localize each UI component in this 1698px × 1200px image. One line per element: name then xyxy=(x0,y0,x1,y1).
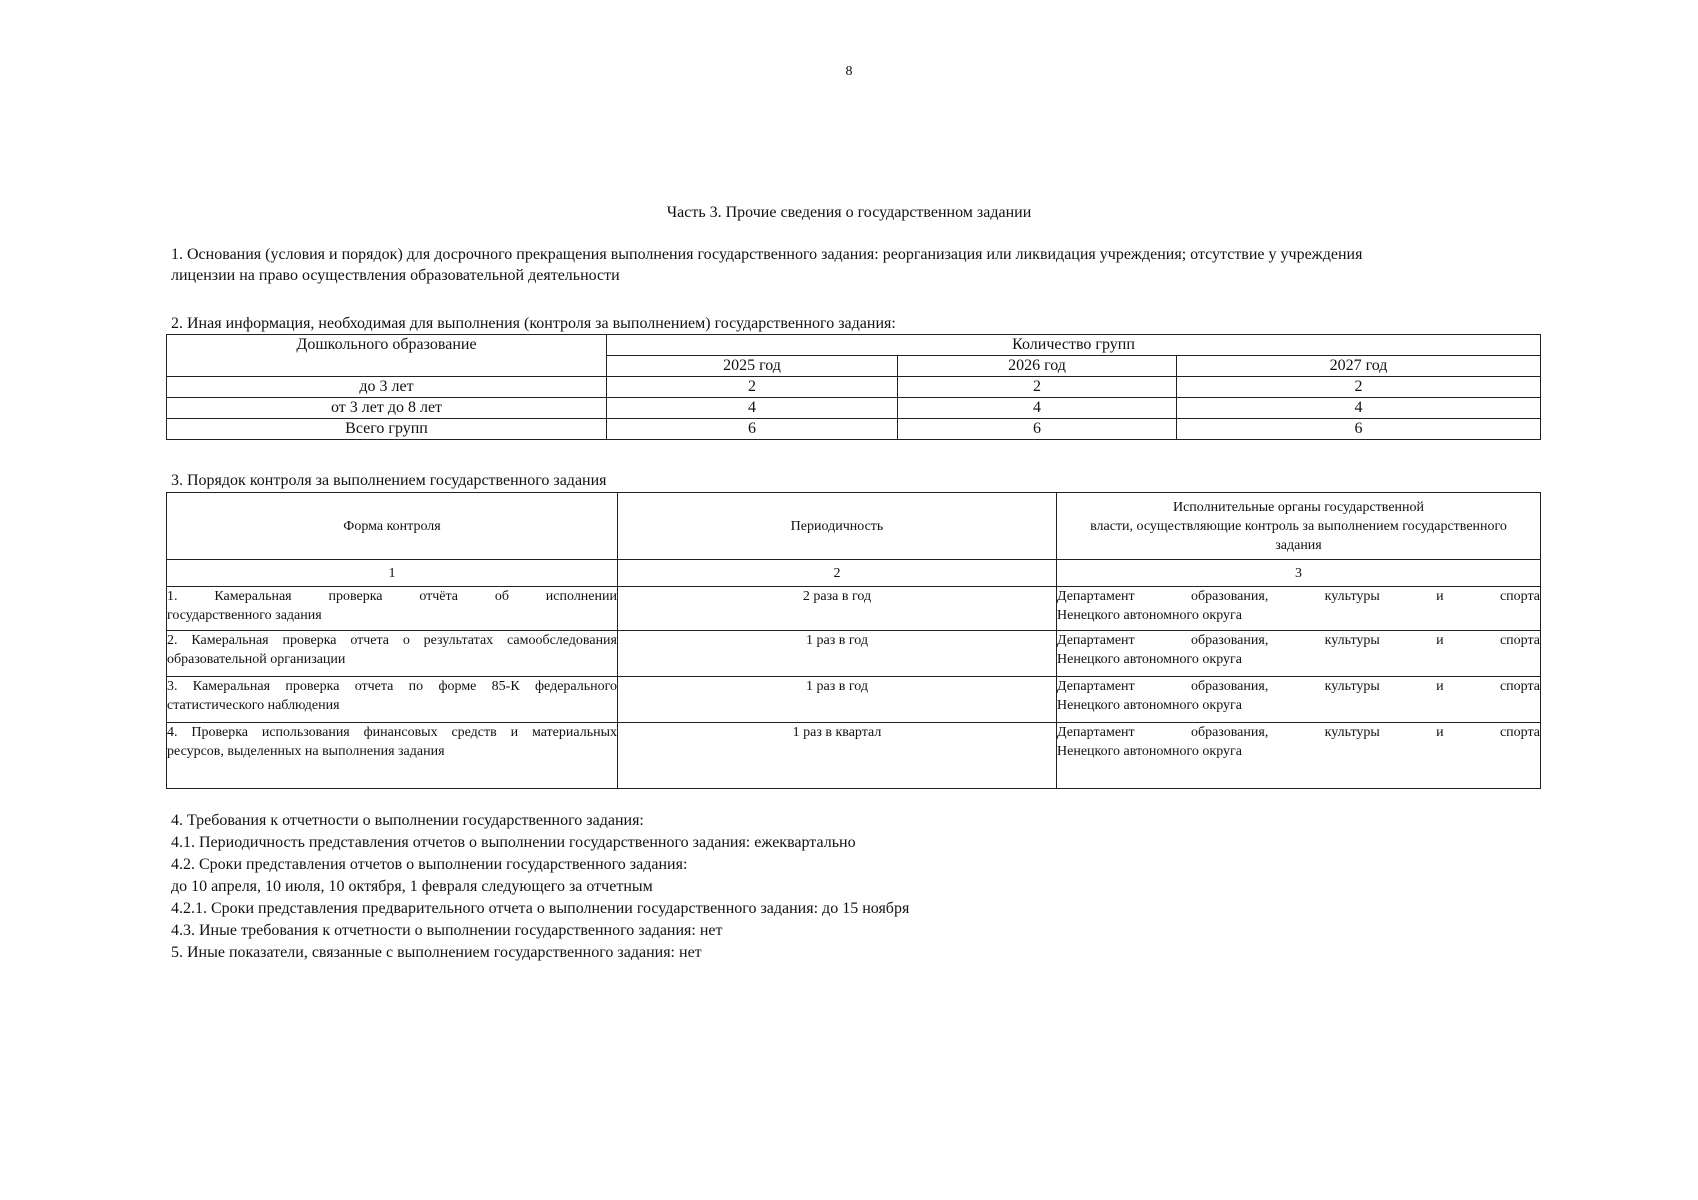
table-row xyxy=(167,587,1541,631)
control-form-cell xyxy=(167,723,618,789)
section-1-line-2: лицензии на право осуществления образовательной деятельности xyxy=(171,267,620,284)
control-form-line: 1. Камеральная проверка отчёта об исполнении xyxy=(167,589,617,604)
cell-value: 6 xyxy=(607,419,898,440)
row-label: Всего групп xyxy=(167,419,607,440)
control-form-cell xyxy=(167,677,618,723)
organ-line: Департамент образования, культуры и спорта xyxy=(1057,589,1540,604)
groups-table xyxy=(166,334,1541,440)
table-row xyxy=(167,398,1541,419)
year-header: 2025 год xyxy=(607,356,898,377)
control-form-line: 2. Камеральная проверка отчета о результатах самообследования xyxy=(167,633,617,648)
periodicity-cell: 2 раза в год xyxy=(618,587,1057,631)
form-header: Форма контроля xyxy=(167,493,618,560)
column-number: 2 xyxy=(618,560,1057,587)
column-numbers-row xyxy=(167,560,1541,587)
control-header-row xyxy=(167,493,1541,560)
requirement-line: 4. Требования к отчетности о выполнении государственного задания: xyxy=(171,812,644,829)
requirement-line: 5. Иные показатели, связанные с выполнением государственного задания: нет xyxy=(171,944,702,961)
periodicity-cell: 1 раз в квартал xyxy=(618,723,1057,789)
row-label: до 3 лет xyxy=(167,377,607,398)
control-form-cell xyxy=(167,587,618,631)
groups-header-row xyxy=(167,335,1541,356)
period-header: Периодичность xyxy=(618,493,1057,560)
organ-line: Департамент образования, культуры и спорта xyxy=(1057,679,1540,694)
organ-cell xyxy=(1057,631,1541,677)
organ-line: Ненецкого автономного округа xyxy=(1057,698,1242,713)
cell-value: 4 xyxy=(607,398,898,419)
control-form-line: образовательной организации xyxy=(167,652,346,667)
year-header: 2026 год xyxy=(898,356,1177,377)
control-form-line: статистического наблюдения xyxy=(167,698,340,713)
organ-line: Ненецкого автономного округа xyxy=(1057,652,1242,667)
periodicity-cell: 1 раз в год xyxy=(618,677,1057,723)
organ-header-line: задания xyxy=(1275,537,1322,553)
control-form-line: 4. Проверка использования финансовых средств и материальных xyxy=(167,725,617,740)
table-row xyxy=(167,419,1541,440)
cell-value: 2 xyxy=(898,377,1177,398)
groups-count-header: Количество групп xyxy=(607,335,1541,356)
cell-value: 2 xyxy=(607,377,898,398)
requirement-line: 4.2.1. Сроки представления предварительного отчета о выполнении государственного задания: до 15 ноября xyxy=(171,900,910,917)
cell-value: 6 xyxy=(1177,419,1541,440)
periodicity-cell: 1 раз в год xyxy=(618,631,1057,677)
organ-header xyxy=(1057,493,1541,560)
section-2-heading: 2. Иная информация, необходимая для выполнения (контроля за выполнением) государственного задания: xyxy=(171,315,896,332)
table-row xyxy=(167,631,1541,677)
control-form-line: государственного задания xyxy=(167,608,322,623)
reporting-requirements xyxy=(171,810,909,964)
column-number: 1 xyxy=(167,560,618,587)
organ-cell xyxy=(1057,677,1541,723)
table-row xyxy=(167,377,1541,398)
cell-value: 6 xyxy=(898,419,1177,440)
organ-cell xyxy=(1057,587,1541,631)
organ-line: Департамент образования, культуры и спорта xyxy=(1057,725,1540,740)
requirement-line: 4.3. Иные требования к отчетности о выполнении государственного задания: нет xyxy=(171,922,723,939)
control-table xyxy=(166,492,1541,789)
organ-line: Департамент образования, культуры и спорта xyxy=(1057,633,1540,648)
control-form-line: ресурсов, выделенных на выполнения задания xyxy=(167,744,445,759)
cell-value: 2 xyxy=(1177,377,1541,398)
groups-col-label: Дошкольного образование xyxy=(167,335,607,377)
table-row xyxy=(167,723,1541,789)
requirement-line: до 10 апреля, 10 июля, 10 октября, 1 февраля следующего за отчетным xyxy=(171,878,653,895)
section-3-heading: 3. Порядок контроля за выполнением государственного задания xyxy=(171,472,607,489)
column-number: 3 xyxy=(1057,560,1541,587)
organ-line: Ненецкого автономного округа xyxy=(1057,744,1242,759)
table-row xyxy=(167,677,1541,723)
row-label: от 3 лет до 8 лет xyxy=(167,398,607,419)
requirement-line: 4.1. Периодичность представления отчетов о выполнении государственного задания: ежеквартально xyxy=(171,834,856,851)
organ-line: Ненецкого автономного округа xyxy=(1057,608,1242,623)
page-number: 8 xyxy=(845,64,853,79)
organ-header-line: власти, осуществляющие контроль за выполнением государственного xyxy=(1090,518,1507,534)
organ-cell xyxy=(1057,723,1541,789)
control-form-cell xyxy=(167,631,618,677)
requirement-line: 4.2. Сроки представления отчетов о выполнении государственного задания: xyxy=(171,856,688,873)
organ-header-line: Исполнительные органы государственной xyxy=(1172,499,1425,515)
section-1-line-1: 1. Основания (условия и порядок) для досрочного прекращения выполнения государственного задания: реорганизация или ликвидация учреждения; отсутствие у учреждения xyxy=(171,246,1363,263)
year-header: 2027 год xyxy=(1177,356,1541,377)
page-title: Часть 3. Прочие сведения о государственном задании xyxy=(666,204,1032,221)
cell-value: 4 xyxy=(1177,398,1541,419)
cell-value: 4 xyxy=(898,398,1177,419)
control-form-line: 3. Камеральная проверка отчета по форме 85-К федерального xyxy=(167,679,617,694)
section-1-paragraph xyxy=(171,244,1471,286)
